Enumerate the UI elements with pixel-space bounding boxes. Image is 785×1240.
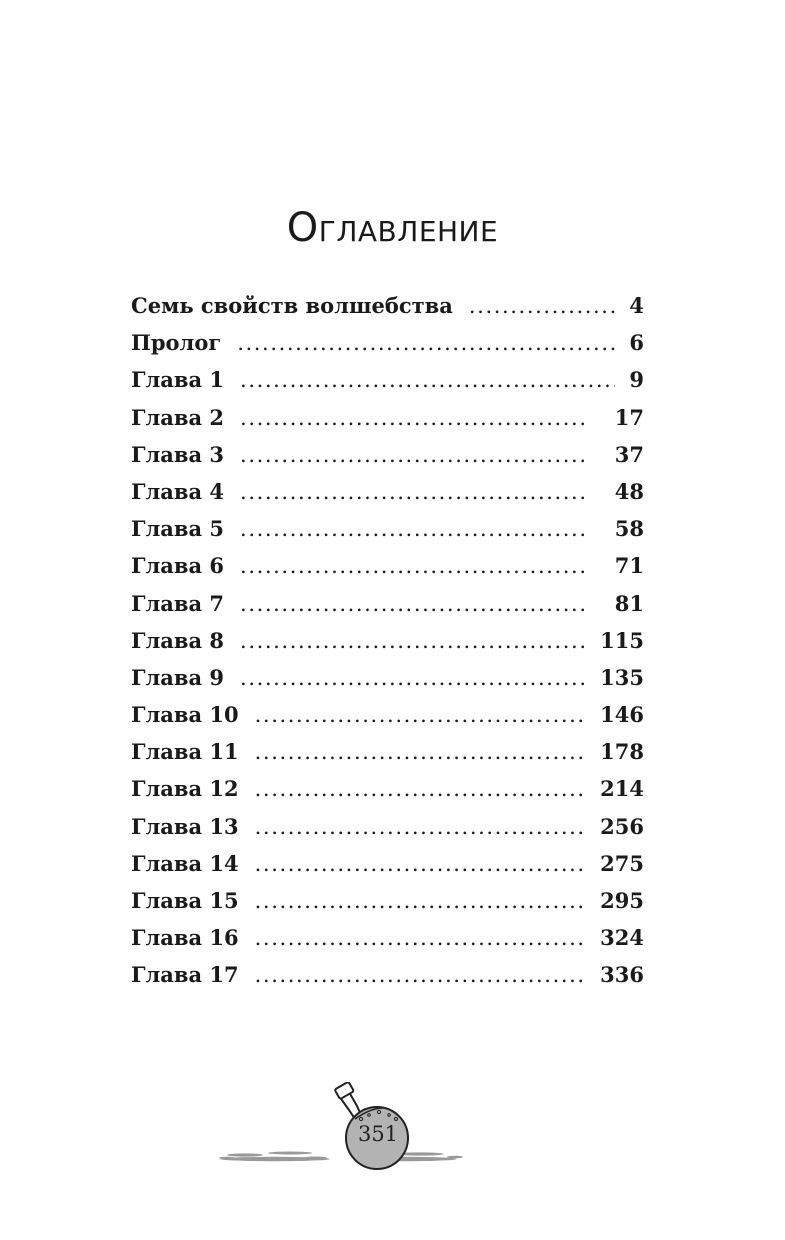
dot-leader: [240, 548, 586, 585]
toc-entry-page: 37: [614, 441, 644, 467]
toc-entry-label: Глава 6: [131, 553, 225, 579]
toc-entry-page: 135: [600, 664, 644, 690]
toc-entry-label: Глава 11: [131, 739, 239, 765]
dot-leader: [240, 437, 586, 474]
dot-leader: [255, 846, 586, 883]
toc-entry-label: Глава 12: [131, 776, 239, 802]
dot-leader: [255, 697, 586, 734]
toc-entry: [131, 696, 644, 733]
toc-entry-page: 81: [614, 590, 644, 616]
toc-entry-label: Пролог: [131, 330, 222, 356]
dot-leader: [240, 511, 586, 548]
toc-entry-label: Глава 5: [131, 516, 225, 542]
dot-leader: [240, 660, 586, 697]
toc-entry-label: Глава 2: [131, 404, 225, 430]
toc-entry: [131, 919, 644, 956]
dot-leader: [240, 623, 586, 660]
toc-entry: [131, 324, 644, 361]
toc-entry-page: 146: [600, 702, 644, 728]
toc-entry-label: Глава 16: [131, 925, 239, 951]
dot-leader: [255, 771, 586, 808]
toc-entry: [131, 659, 644, 696]
toc-entry: [131, 547, 644, 584]
dot-leader: [240, 400, 586, 437]
toc-entry-label: Глава 10: [131, 702, 239, 728]
toc-entry-label: Глава 13: [131, 813, 239, 839]
toc-entry: [131, 808, 644, 845]
dot-leader: [255, 883, 586, 920]
toc-entry-page: 58: [614, 516, 644, 542]
toc-entry-label: Глава 3: [131, 441, 225, 467]
dot-leader: [240, 586, 586, 623]
toc-entry: [131, 733, 644, 770]
toc-entry-label: Глава 8: [131, 627, 225, 653]
toc-entry-label: Глава 9: [131, 664, 225, 690]
dot-leader: [255, 920, 586, 957]
toc-entry-label: Глава 1: [131, 367, 225, 393]
page-title: Оглавление: [286, 204, 499, 251]
toc-entry-label: Семь свойств волшебства: [131, 293, 453, 318]
dot-leader: [240, 362, 615, 399]
dot-leader: [240, 474, 586, 511]
toc-entry: [131, 882, 644, 919]
table-of-contents: [131, 287, 644, 994]
potion-flask-icon: [215, 1082, 465, 1172]
toc-entry: [131, 585, 644, 622]
toc-entry-page: 115: [600, 627, 644, 653]
toc-entry: [131, 399, 644, 436]
toc-entry: [131, 956, 644, 993]
dot-leader: [255, 734, 586, 771]
toc-entry-page: 256: [600, 813, 644, 839]
dot-leader: [255, 957, 586, 994]
toc-entry-page: 9: [629, 367, 644, 393]
toc-entry: [131, 622, 644, 659]
toc-entry-label: Глава 17: [131, 962, 239, 988]
toc-entry-page: 71: [614, 553, 644, 579]
toc-entry-label: Глава 15: [131, 888, 239, 913]
toc-entry: [131, 361, 644, 398]
toc-entry-page: 4: [629, 293, 644, 318]
dot-leader: [469, 288, 615, 325]
toc-entry: [131, 287, 644, 324]
toc-entry: [131, 510, 644, 547]
toc-entry: [131, 436, 644, 473]
toc-entry: [131, 473, 644, 510]
toc-entry-page: 295: [600, 888, 644, 913]
toc-entry-page: 17: [614, 404, 644, 430]
toc-entry: [131, 770, 644, 807]
toc-entry-label: Глава 14: [131, 850, 239, 876]
toc-entry: [131, 845, 644, 882]
toc-entry-page: 324: [600, 925, 644, 951]
toc-entry-page: 6: [629, 330, 644, 356]
toc-entry-page: 336: [600, 962, 644, 988]
toc-entry-page: 275: [600, 850, 644, 876]
page-number: 351: [357, 1122, 399, 1146]
toc-entry-label: Глава 7: [131, 590, 225, 616]
toc-entry-label: Глава 4: [131, 478, 225, 504]
toc-entry-page: 178: [600, 739, 644, 765]
toc-entry-page: 214: [600, 776, 644, 802]
dot-leader: [255, 809, 586, 846]
dot-leader: [237, 325, 615, 362]
toc-entry-page: 48: [614, 478, 644, 504]
